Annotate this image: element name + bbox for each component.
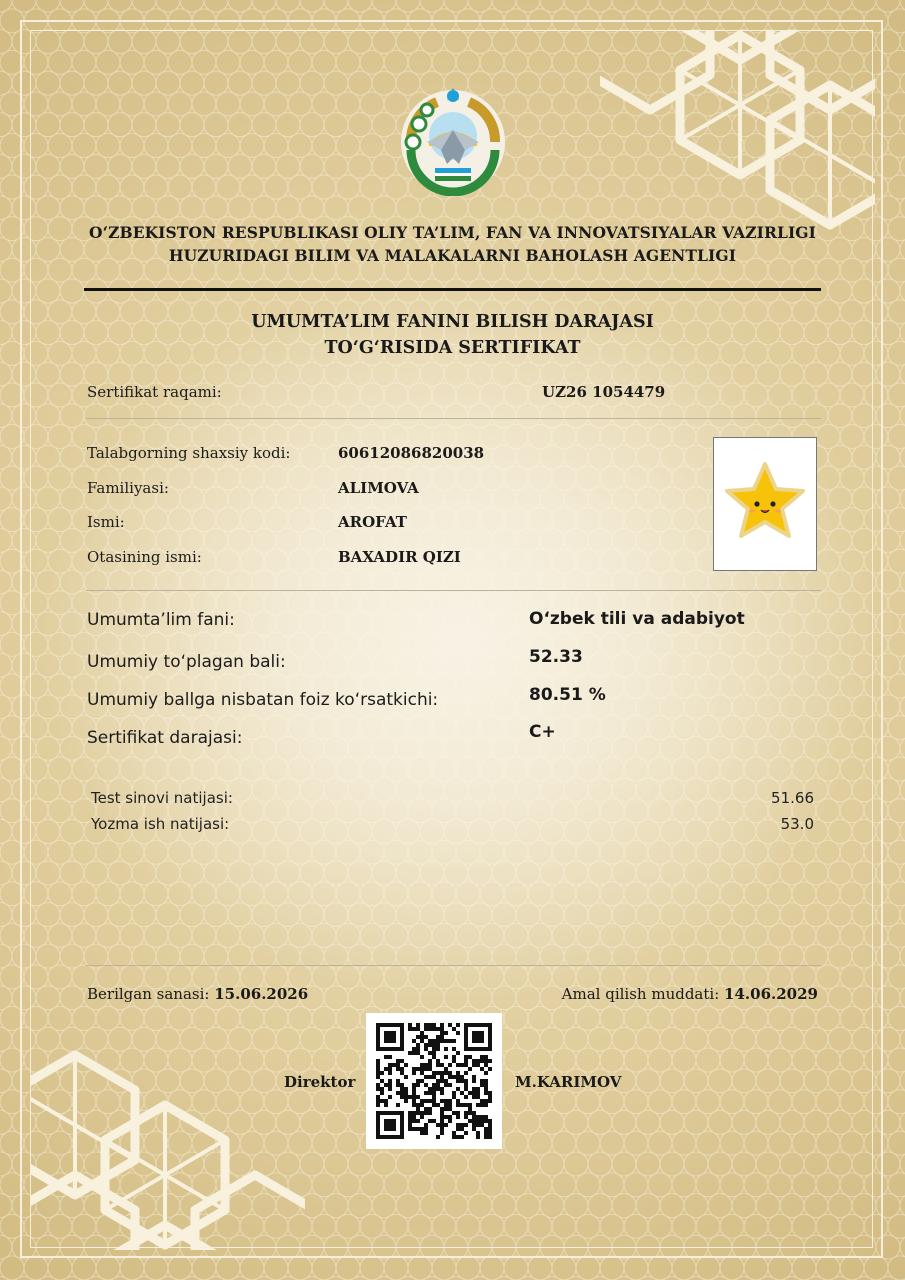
- smiling-star-icon: [714, 438, 816, 570]
- patronymic-value: BAXADIR QIZI: [338, 548, 461, 566]
- divider: [86, 418, 821, 419]
- verification-qr-code[interactable]: [366, 1013, 502, 1149]
- surname-value: ALIMOVA: [338, 479, 419, 497]
- written-result-value: 53.0: [780, 815, 814, 833]
- qr-finder-pattern: [376, 1111, 404, 1139]
- director-title: Direktor: [284, 1073, 356, 1091]
- test-result-value: 51.66: [771, 789, 814, 807]
- qr-finder-pattern: [464, 1023, 492, 1051]
- certificate-title-line-2: TO‘G‘RISIDA SERTIFIKAT: [324, 338, 581, 358]
- total-score-label: Umumiy to‘plagan bali:: [87, 652, 286, 672]
- written-result-label: Yozma ish natijasi:: [91, 815, 230, 833]
- name-value: AROFAT: [338, 513, 407, 531]
- percent-value: 80.51 %: [529, 685, 606, 705]
- grade-value: C+: [529, 722, 556, 742]
- percent-label: Umumiy ballga nisbatan foiz ko‘rsatkichi:: [87, 690, 439, 710]
- issue-date-value: 15.06.2026: [214, 985, 309, 1003]
- certificate-title-line-1: UMUMTA’LIM FANINI BILISH DARAJASI: [251, 312, 654, 332]
- director-name: M.KARIMOV: [515, 1073, 622, 1091]
- surname-label: Familiyasi:: [87, 479, 169, 497]
- certificate-number-value: UZ26 1054479: [542, 383, 666, 401]
- divider: [86, 590, 821, 591]
- certificate-number-label: Sertifikat raqami:: [87, 383, 222, 401]
- patronymic-label: Otasining ismi:: [87, 548, 202, 566]
- agency-header-line-2: HUZURIDAGI BILIM VA MALAKALARNI BAHOLASH AGENTLIGI: [168, 246, 737, 265]
- personal-id-value: 60612086820038: [338, 444, 485, 462]
- agency-header-line-1: O‘ZBEKISTON RESPUBLIKASI OLIY TA’LIM, FAN VA INNOVATSIYALAR VAZIRLIGI: [88, 223, 816, 242]
- validity-date-label: Amal qilish muddati:: [561, 985, 720, 1003]
- validity-date-value: 14.06.2029: [724, 985, 818, 1003]
- issue-date: [87, 985, 308, 1003]
- qr-finder-pattern: [376, 1023, 404, 1051]
- state-emblem-icon: [397, 84, 509, 196]
- validity-date: [562, 985, 818, 1003]
- subject-label: Umumta’lim fani:: [87, 610, 235, 630]
- divider: [86, 965, 821, 966]
- header-divider: [84, 288, 821, 291]
- issue-date-label: Berilgan sanasi:: [87, 985, 210, 1003]
- applicant-photo: [713, 437, 817, 571]
- personal-id-label: Talabgorning shaxsiy kodi:: [87, 444, 291, 462]
- grade-label: Sertifikat darajasi:: [87, 728, 243, 748]
- qr-code-icon: [366, 1013, 502, 1149]
- total-score-value: 52.33: [529, 647, 583, 667]
- name-label: Ismi:: [87, 513, 125, 531]
- subject-value: O‘zbek tili va adabiyot: [529, 609, 745, 629]
- test-result-label: Test sinovi natijasi:: [91, 789, 233, 807]
